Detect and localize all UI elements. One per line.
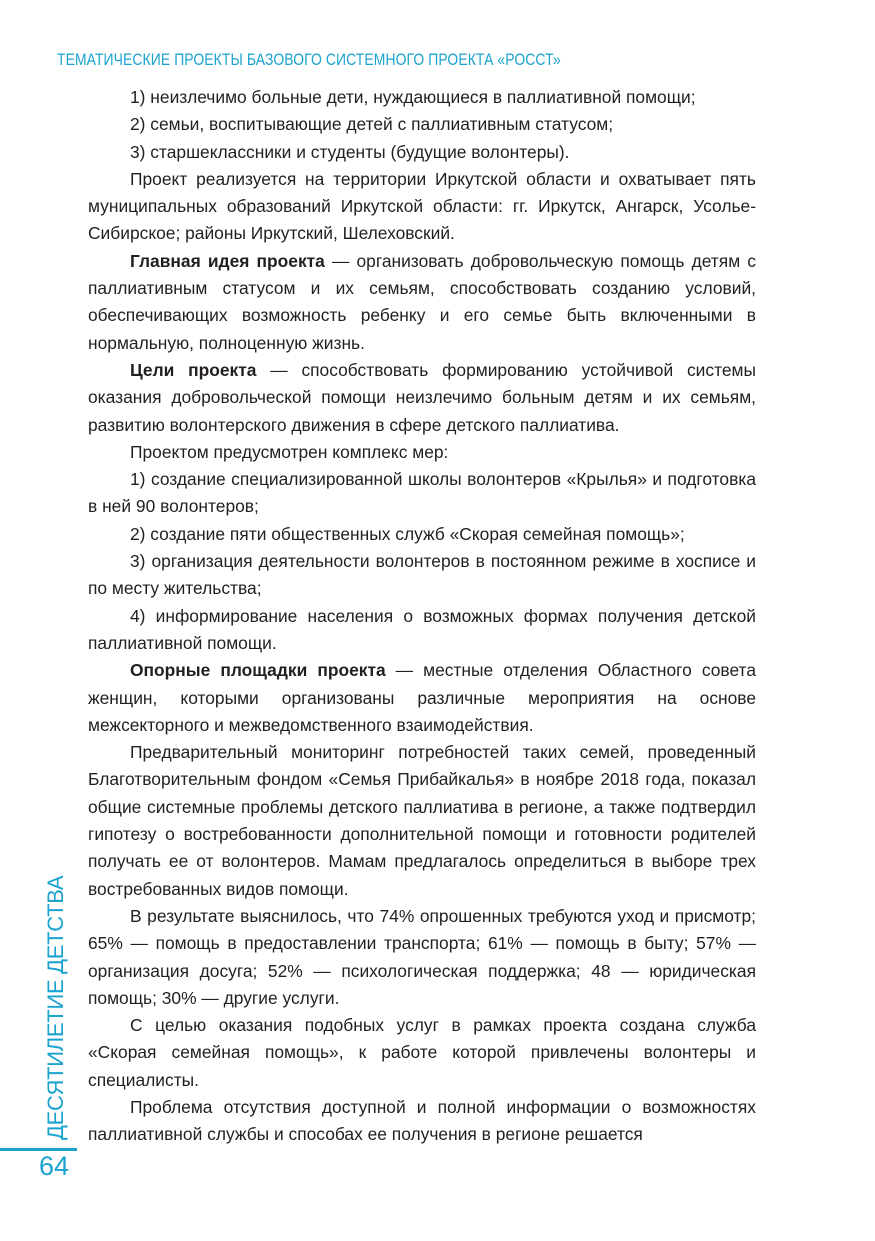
body-text [88, 84, 756, 1149]
paragraph [88, 548, 756, 603]
paragraph-text: Проблема отсутствия доступной и полной информации о возможностях паллиативной службы и способах ее получения в регионе решается [88, 1096, 756, 1145]
paragraph-text: Предварительный мониторинг потребностей таких семей, проведенный Благотворительным фондом «Семья Прибайкалья» в ноябре 2018 года, показал общие системные проблемы детского паллиатива в регионе, а также подтвердил гипотезу о востребованности дополнительной помощи и готовности родителей получать ее от волонтеров. Мамам предлагалось определиться в выборе трех востребованных видов помощи. [88, 742, 756, 899]
paragraph-text: 2) семьи, воспитывающие детей с паллиативным статусом; [130, 114, 614, 135]
paragraph [88, 1094, 756, 1149]
paragraph [88, 139, 756, 166]
paragraph-text: 1) неизлечимо больные дети, нуждающиеся в паллиативной помощи; [130, 87, 696, 107]
paragraph [88, 603, 756, 658]
paragraph-text: — способствовать формированию устойчивой системы оказания добровольческой помощи неизлечимо больным детям и их семьям, развитию волонтерского движения в сфере детского паллиатива. [88, 359, 756, 435]
paragraph [88, 111, 756, 138]
paragraph [88, 439, 756, 466]
paragraph [88, 739, 756, 903]
vertical-section-title: ДЕСЯТИЛЕТИЕ ДЕТСТВА [43, 875, 68, 1140]
paragraph-text: 4) информирование населения о возможных формах получения детской паллиативной помощи. [88, 605, 756, 653]
paragraph [88, 657, 756, 739]
paragraph-text: Проект реализуется на территории Иркутской области и охватывает пять муниципальных образований Иркутской области: гг. Иркутск, Ангарск, Усолье-Сибирское; районы Иркутский, Шелеховский. [88, 168, 756, 244]
paragraph-text: 1) создание специализированной школы волонтеров «Крылья» и подготовка в ней 90 волонтеров; [88, 469, 756, 517]
paragraph-text: С целью оказания подобных услуг в рамках проекта создана служба «Скорая семейная помощь», к работе которой привлечены волонтеры и специалисты. [88, 1015, 756, 1090]
paragraph [88, 903, 756, 1012]
paragraph-text: Проектом предусмотрен комплекс мер: [130, 441, 449, 462]
paragraph [88, 166, 756, 248]
paragraph [88, 84, 756, 111]
paragraph [88, 1012, 756, 1094]
page-number: 64 [39, 1151, 70, 1181]
paragraph-lead: Цели проекта [130, 359, 257, 380]
paragraph-lead: Опорные площадки проекта [130, 660, 386, 681]
paragraph-text: — местные отделения Областного совета женщин, которыми организованы различные мероприятия на основе межсекторного и межведомственного взаимодействия. [88, 660, 756, 735]
paragraph-text: 2) создание пяти общественных служб «Скорая семейная помощь»; [130, 523, 685, 544]
running-header: ТЕМАТИЧЕСКИЕ ПРОЕКТЫ БАЗОВОГО СИСТЕМНОГО ПРОЕКТА «РОССТ» [57, 50, 561, 69]
paragraph-text: 3) организация деятельности волонтеров в постоянном режиме в хосписе и по месту жительства; [88, 551, 756, 599]
paragraph-lead: Главная идея проекта [130, 250, 325, 271]
paragraph [88, 248, 756, 357]
paragraph-text: 3) старшеклассники и студенты (будущие волонтеры). [130, 141, 570, 162]
paragraph [88, 357, 756, 439]
paragraph-text: — организовать добровольческую помощь детям с паллиативным статусом и их семьям, способствовать созданию условий, обеспечивающих возможность ребенку и его семье быть включенными в нормальную, полноценную жизнь. [88, 250, 756, 353]
paragraph [88, 521, 756, 548]
paragraph [88, 466, 756, 521]
paragraph-text: В результате выяснилось, что 74% опрошенных требуются уход и присмотр; 65% — помощь в предоставлении транспорта; 61% — помощь в быту; 57% — организация досуга; 52% — психологическая поддержка; 48 — юридическая помощь; 30% — другие услуги. [88, 905, 756, 1008]
